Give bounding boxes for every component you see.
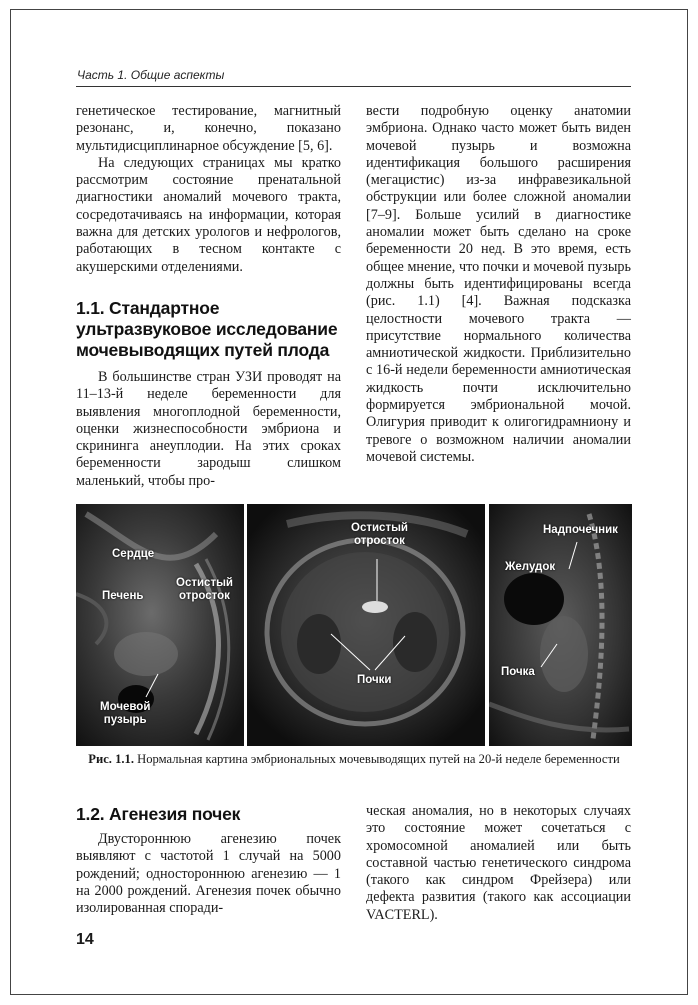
section-heading-1-1: 1.1. Стандартное ультразвуковое исследование мочевыводящих путей плода xyxy=(76,298,338,360)
paragraph: генетическое тестирование, магнитный резонанс, и, конечно, показано мультидисциплинарное обсуждение [5, 6]. xyxy=(76,103,341,154)
label-kidney: Почка xyxy=(501,666,535,678)
section-1-2-continuation xyxy=(366,803,631,924)
section-1-2-body xyxy=(76,831,341,917)
caption-label: Рис. 1.1. xyxy=(88,752,134,766)
ultrasound-image-3 xyxy=(489,504,632,746)
figure-caption xyxy=(76,752,632,767)
label-stomach: Желудок xyxy=(505,561,556,573)
right-column-top xyxy=(366,103,631,466)
page-number: 14 xyxy=(76,931,94,948)
paragraph: ческая аномалия, но в некоторых случаях это состояние может сочетаться с хромосомной аномалией или быть составной частью генетического синдрома (такого как синдром Фрейзера) или дефекта развития (такого как ассоциации VACTERL). xyxy=(366,803,631,923)
ultrasound-panel-sagittal xyxy=(76,504,244,746)
running-header: Часть 1. Общие аспекты xyxy=(77,68,225,82)
section-1-1-body xyxy=(76,369,341,490)
paragraph: В большинстве стран УЗИ проводят на 11–13-й неделе беременности для выявления многоплодной беременности, оценки жизнеспособности эмбриона и скрининга анеуплодии. На этих сроках беременности зародыш слишком маленький, чтобы про- xyxy=(76,369,341,489)
left-column-top xyxy=(76,103,341,276)
label-spinous-process: Остистый отросток xyxy=(176,577,233,602)
ultrasound-panel-coronal xyxy=(489,504,632,746)
label-kidneys: Почки xyxy=(357,674,392,686)
paragraph: На следующих страницах мы кратко рассмотрим состояние пренатальной диагностики аномалий мочевого тракта, сосредотачиваясь на информации, которая важна для детских урологов и нефрологов, работающих в тесном контакте с акушерскими отделениями. xyxy=(76,154,341,275)
label-bladder: Мочевой пузырь xyxy=(100,701,151,726)
paragraph: Двустороннюю агенезию почек выявляют с частотой 1 случай на 5000 рождений; одностороннюю агенезию — 1 на 2000 рождений. Агенезия почек обычно изолированная споради- xyxy=(76,831,341,917)
paragraph: вести подробную оценку анатомии эмбриона. Однако часто может быть виден мочевой пузырь и возможна идентификация большого расширения (мегацистис) из-за инфравезикальной обструкции или более сложной аномалии [7–9]. Больше усилий в диагностике аномалии может быть сделано на сроке беременности 20 нед. В это время, есть общее мнение, что почки и мочевой пузырь должны быть идентифицированы всегда (рис. 1.1) [4]. Важная подсказка целостности мочевого тракта — присутствие нормального количества амниотической жидкости. Приблизительно с 16-й недели беременности амниотическая жидкость почти исключительно формируется эмбриональной мочой. Олигурия приводит к олигогидрамниону и тревоге о возможном наличии аномалии мочевой системы. xyxy=(366,103,631,465)
label-heart: Сердце xyxy=(112,548,155,560)
label-liver: Печень xyxy=(102,590,144,602)
caption-text: Нормальная картина эмбриональных мочевыводящих путей на 20-й неделе беременности xyxy=(137,752,620,766)
label-adrenal: Надпочечник xyxy=(543,524,618,536)
label-spinous-process: Остистый отросток xyxy=(351,522,408,547)
header-rule xyxy=(76,86,631,87)
figure-1-1 xyxy=(76,504,632,746)
section-heading-1-2: 1.2. Агенезия почек xyxy=(76,804,241,824)
ultrasound-panel-transverse xyxy=(247,504,485,746)
